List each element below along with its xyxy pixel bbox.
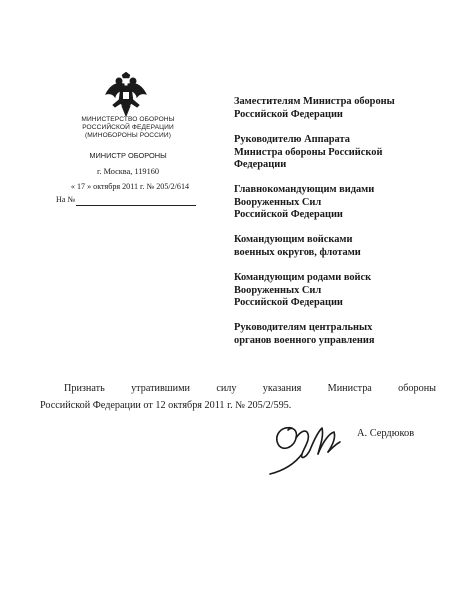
date-reference: « 17 » октября 2011 г. № 205/2/614 — [70, 182, 190, 191]
city-address: г. Москва, 119160 — [96, 167, 160, 176]
addressee-block — [234, 322, 446, 347]
addressee-line: Российской Федерации — [234, 297, 343, 309]
signer-name: А. Сердюков — [357, 428, 415, 439]
addressee-line: Министра обороны Российской — [234, 146, 383, 158]
minister-title: МИНИСТР ОБОРОНЫ — [89, 151, 167, 160]
handwritten-signature-icon — [262, 414, 352, 478]
addressee-line: Руководителю Аппарата — [234, 134, 350, 145]
addressee-line: Вооруженных Сил — [234, 196, 322, 208]
addressee-line: Федерации — [234, 159, 287, 171]
addressee-block — [234, 96, 446, 121]
body-line: Признать утратившими силу указания Министра обороны — [64, 383, 436, 394]
org-line: РОССИЙСКОЙ ФЕДЕРАЦИИ — [82, 124, 174, 131]
addressee-line: Заместителям Министра обороны — [234, 96, 395, 107]
eagle-emblem-icon — [104, 72, 148, 116]
addressee-block — [234, 184, 446, 222]
addressee-line: Руководителям центральных — [234, 322, 373, 333]
addressee-block — [234, 272, 446, 310]
addressee-line: Российской Федерации — [234, 108, 343, 120]
body-line: Российской Федерации от 12 октября 2011 г. № 205/2/595. — [40, 399, 292, 411]
body-paragraph — [40, 381, 436, 414]
addressee-line: органов военного управления — [234, 334, 375, 346]
org-line: (МИНОБОРОНЫ РОССИИ) — [85, 132, 171, 139]
addressee-line: Командующим родами войск — [234, 272, 372, 283]
org-line: МИНИСТЕРСТВО ОБОРОНЫ — [81, 116, 175, 123]
addressee-line: военных округов, флотами — [234, 246, 361, 258]
addressee-line: Главнокомандующим видами — [234, 184, 375, 195]
addressee-line: Командующим войсками — [234, 234, 353, 245]
on-number-underline — [76, 205, 196, 206]
addressee-line: Российской Федерации — [234, 209, 343, 221]
addressee-block — [234, 234, 446, 259]
on-number-label: На № — [56, 195, 76, 204]
addressee-block — [234, 134, 446, 172]
addressee-line: Вооруженных Сил — [234, 284, 322, 296]
organization-name — [52, 116, 204, 140]
